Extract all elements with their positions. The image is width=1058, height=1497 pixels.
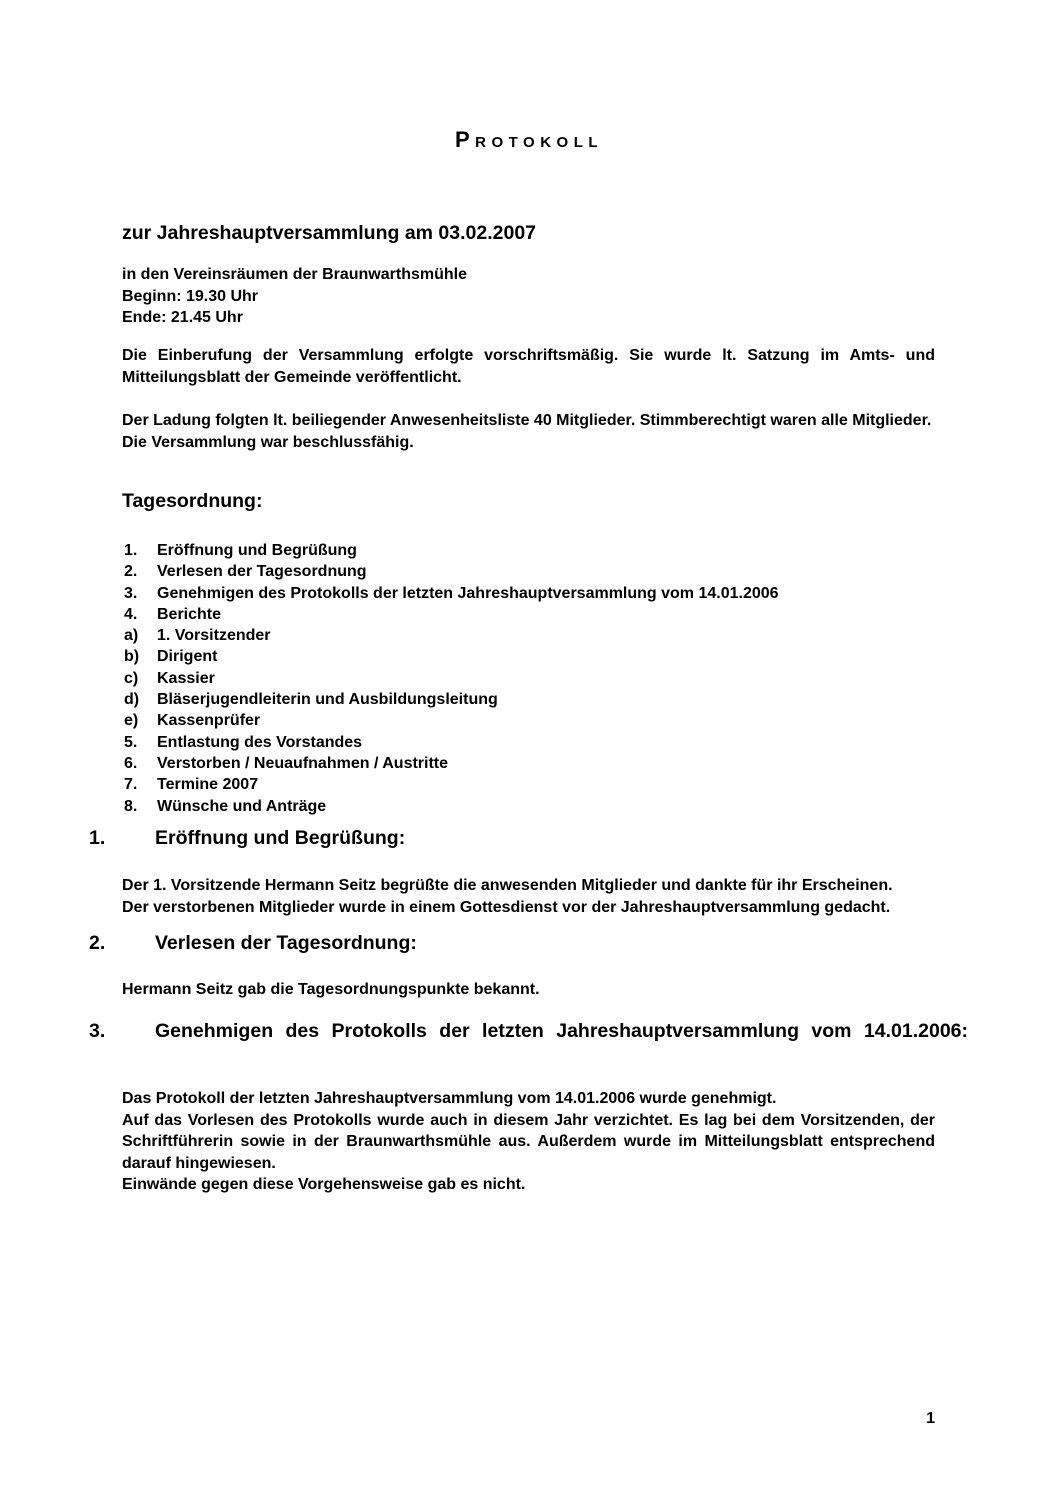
section-1-body-line: Der 1. Vorsitzende Hermann Seitz begrüßte die anwesenden Mitglieder und dankte für ihr Erscheinen. [122,877,893,894]
list-item [124,604,937,625]
list-item-label: Genehmigen des Protokolls der letzten Jahreshauptversammlung vom 14.01.2006 [157,584,779,602]
venue-location: in den Vereinsräumen der Braunwarthsmühle [122,266,467,283]
list-item-label: Dirigent [157,648,218,666]
list-item-marker: d) [124,691,140,709]
section-3-body-paragraph: Einwände gegen diese Vorgehensweise gab es nicht. [122,1176,526,1193]
list-item-label: Kassenprüfer [157,712,261,730]
list-item-marker: c) [124,669,139,687]
section-3-number: 3. [89,1020,106,1042]
paragraph-beschlussfaehig: Die Versammlung war beschlussfähig. [122,433,414,451]
list-item-marker: b) [124,648,140,666]
document-subtitle-block [122,221,935,245]
agenda-heading: Tagesordnung: [122,490,263,512]
list-item-marker: 2. [124,563,138,581]
list-item-marker: 3. [124,584,138,602]
list-item-label: Kassier [157,669,215,687]
list-item [124,732,937,753]
list-item-marker: 4. [124,605,138,623]
list-item-label: Wünsche und Anträge [157,797,327,815]
list-item-marker: 8. [124,797,138,815]
list-item-marker: 1. [124,542,138,559]
document-subtitle: zur Jahreshauptversammlung am 03.02.2007 [122,222,537,244]
list-item [124,540,937,561]
section-2-heading [89,931,968,956]
list-item-marker: 6. [124,754,138,772]
list-item-label: Entlastung des Vorstandes [157,733,363,751]
page-title: Protokoll [454,127,604,152]
list-item [124,796,937,817]
section-3-heading [89,1019,968,1069]
paragraph-ladung: Der Ladung folgten lt. beiliegender Anwesenheitsliste 40 Mitglieder. Stimmberechtigt waren alle Mitglieder. [122,412,932,429]
list-item-marker: e) [124,712,139,730]
list-item-label: Verlesen der Tagesordnung [157,563,367,581]
list-item [124,625,937,646]
section-3-body [122,1088,935,1196]
list-item [124,710,937,731]
list-item-marker: 7. [124,776,138,794]
section-1-title: Eröffnung und Begrüßung: [155,827,406,849]
list-item [124,668,937,689]
list-item-label: Eröffnung und Begrüßung [157,542,357,559]
list-item-marker: 5. [124,733,138,751]
agenda-list [124,540,937,817]
list-item [124,689,937,710]
section-1-body-line: Der verstorbenen Mitglieder wurde in einem Gottesdienst vor der Jahreshauptversammlung gedacht. [122,898,891,916]
venue-start-time: Beginn: 19.30 Uhr [122,287,259,305]
venue-end-time: Ende: 21.45 Uhr [122,309,243,326]
section-2-body [122,979,935,1001]
list-item-label: Berichte [157,605,222,623]
list-item-label: Bläserjugendleiterin und Ausbildungsleitung [157,691,498,709]
list-item [124,774,937,795]
list-item-marker: a) [124,627,139,645]
section-1-number: 1. [89,827,106,849]
list-item [124,583,937,604]
page-number: 1 [926,1410,935,1427]
section-1-body [122,875,935,918]
list-item [124,561,937,582]
section-3-title: Genehmigen des Protokolls der letzten Jahreshauptversammlung vom 14.01.2006: [155,1020,968,1042]
section-1-heading [89,826,968,851]
attendance-block [122,410,935,453]
section-2-title: Verlesen der Tagesordnung: [155,932,417,954]
list-item-label: Verstorben / Neuaufnahmen / Austritte [157,754,449,772]
paragraph-einberufung: Die Einberufung der Versammlung erfolgte vorschriftsmäßig. Sie wurde lt. Satzung im Amts- und Mitteilungsblatt der Gemeinde veröffentlicht. [122,347,935,386]
list-item-label: Termine 2007 [157,776,259,794]
section-3-body-paragraph: Auf das Vorlesen des Protokolls wurde auch in diesem Jahr verzichtet. Es lag bei dem Vorsitzenden, der Schriftführerin sowie in der Braunwarthsmühle aus. Außerdem wurde im Mitteilungsblatt entsprechend darauf hingewiesen. [122,1111,935,1172]
section-2-number: 2. [89,932,106,954]
list-item [124,646,937,667]
list-item [124,753,937,774]
venue-block [122,264,935,329]
section-2-body-line: Hermann Seitz gab die Tagesordnungspunkte bekannt. [122,981,540,998]
section-3-body-paragraph: Das Protokoll der letzten Jahreshauptversammlung vom 14.01.2006 wurde genehmigt. [122,1090,777,1107]
list-item-label: 1. Vorsitzender [157,627,271,645]
